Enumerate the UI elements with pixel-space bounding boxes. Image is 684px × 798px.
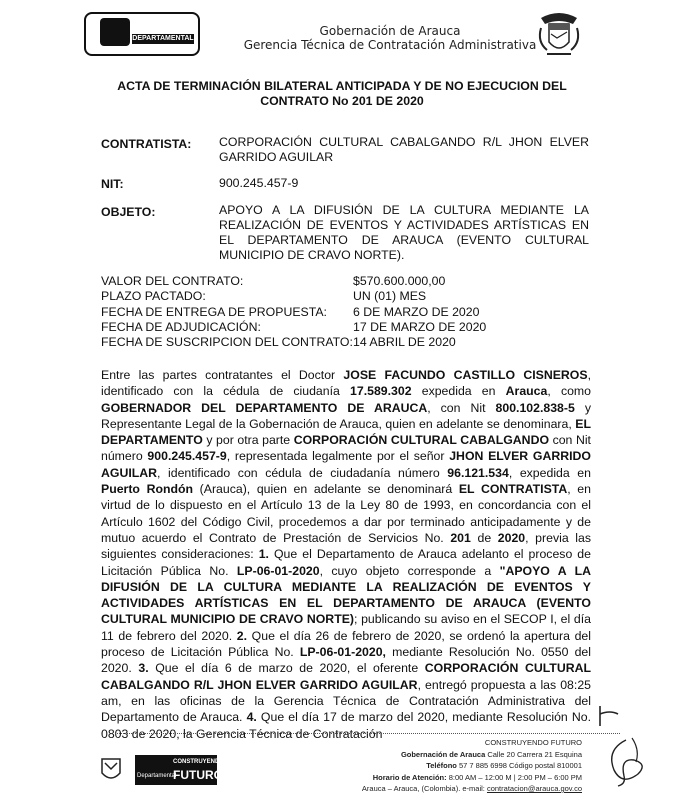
body-text-segment: ; publicando su aviso en el SECOP I, el día 11 de febrero del 2020.: [101, 612, 591, 643]
detail-label: FECHA DE ADJUDICACIÓN:: [101, 319, 261, 334]
contratista-value: CORPORACIÓN CULTURAL CABALGANDO R/L JHON ELVER GARRIDO AGUILAR: [219, 135, 589, 164]
nit-value: 900.245.457-9: [219, 176, 299, 190]
footer-contact: [260, 737, 582, 795]
body-text-segment: , con Nit: [427, 400, 496, 415]
body-text-segment: CORPORACIÓN CULTURAL CABALGANDO R/L JHON ELVER GARRIDO AGUILAR: [101, 661, 591, 692]
body-text-segment: 3.: [138, 661, 149, 676]
body-text-segment: CORPORACIÓN CULTURAL CABALGANDO: [293, 433, 550, 448]
nit-label: NIT:: [101, 177, 124, 191]
contratista-label: CONTRATISTA:: [101, 137, 192, 151]
detail-label: VALOR DEL CONTRATO:: [101, 274, 244, 288]
body-text-segment: y por otra parte: [202, 433, 294, 448]
body-text-segment: EL CONTRATISTA: [458, 482, 568, 497]
detail-value: 6 DE MARZO DE 2020: [353, 304, 480, 319]
header-line-1: Gobernación de Arauca: [319, 24, 461, 38]
detail-value: 17 DE MARZO DE 2020: [353, 319, 487, 334]
body-text-segment: , entregó propuesta a las 08:25 am, en las oficinas de la Gerencia Técnica de Contratación Administrativa del Departamento de Arauca.: [101, 677, 591, 725]
body-text-segment: (Arauca), quien en adelante se denominará: [193, 482, 459, 497]
body-text-segment: Puerto Rondón: [101, 482, 194, 497]
handwritten-signature-icon: [596, 730, 656, 790]
body-text-segment: , identificado con cédula de ciudadanía número: [157, 465, 448, 480]
body-text-segment: , representada legalmente por el señor: [226, 449, 450, 464]
construyendo-futuro-logo: [135, 755, 225, 785]
logo-line-1: CONSTRUYENDO: [173, 759, 225, 765]
body-text-segment: 800.102.838-5: [495, 400, 575, 415]
document-title-line-1: ACTA DE TERMINACIÓN BILATERAL ANTICIPADA Y DE NO EJECUCION DEL: [117, 79, 567, 93]
body-text-segment: , cuyo objeto corresponde a: [319, 563, 500, 578]
body-text-segment: 96.121.534: [447, 465, 509, 480]
detail-value: 14 ABRIL DE 2020: [353, 335, 456, 350]
detail-row: [101, 335, 581, 350]
body-text-segment: 2.: [236, 628, 248, 643]
body-text-segment: Entre las partes contratantes el Doctor: [101, 368, 344, 382]
footer-address: Gobernación de Arauca Calle 20 Carrera 21 Esquina: [400, 749, 582, 759]
footer-hours: Horario de Atención: 8:00 AM – 12:00 M | 2:00 PM – 6:00 PM: [372, 772, 582, 782]
body-text-segment: Arauca: [505, 384, 548, 399]
logo-sub: Departamental: [137, 773, 177, 779]
logo-line-2: FUTURO: [173, 768, 223, 782]
detail-row: [101, 320, 581, 335]
body-text-segment: GOBERNADOR DEL DEPARTAMENTO DE ARAUCA: [101, 400, 428, 415]
document-title-line-2: CONTRATO No 201 DE 2020: [260, 94, 424, 108]
body-text-segment: , previa las siguientes consideraciones:: [101, 530, 591, 562]
detail-label: FECHA DE ENTREGA DE PROPUESTA:: [101, 304, 327, 319]
detail-row: [101, 274, 581, 289]
body-text-segment: 1.: [258, 547, 269, 562]
detail-label: FECHA DE SUSCRIPCION DEL CONTRATO:: [101, 335, 353, 350]
objeto-value: APOYO A LA DIFUSIÓN DE LA CULTURA MEDIANTE LA REALIZACIÓN DE EVENTOS Y ACTIVIDADES ARTÍSTICAS EN EL DEPARTAMENTO DE ARAUCA (EVENTO CULTURAL MUNICIPIO DE CRAVO NORTE).: [219, 203, 589, 262]
body-text-segment: JOSE FACUNDO CASTILLO CISNEROS: [343, 368, 588, 382]
footer-email-link[interactable]: contratacion@arauca.gov.co: [486, 784, 582, 793]
body-text-segment: LP-06-01-2020,: [299, 645, 386, 660]
body-text-segment: con Nit número: [101, 433, 591, 464]
body-text-segment: 2020: [497, 530, 526, 545]
body-text-segment: EL DEPARTAMENTO: [101, 416, 591, 448]
footer-slogan: CONSTRUYENDO FUTURO: [484, 738, 582, 747]
footer-phone: Teléfono 57 7 885 6998 Código postal 810001: [426, 761, 582, 770]
body-text-segment: Que el día 26 de febrero de 2020, se ordenó la apertura del proceso de Licitación Pública No.: [101, 628, 592, 660]
body-text-segment: 201: [450, 530, 471, 545]
initial-mark-icon: [592, 704, 622, 728]
body-text-segment: Que el día 6 de marzo de 2020, el oferente: [148, 661, 425, 676]
colombia-coat-of-arms-icon: [535, 8, 583, 60]
body-text-segment: Que el día 17 de marzo del 2020, mediante Resolución No. 0803 de 2020, la Gerencia Técnica de Contratación: [101, 710, 591, 741]
body-text-segment: y Representante Legal de la Gobernación de Arauca, quien en adelante se denominara,: [101, 400, 591, 431]
body-text-segment: de: [470, 530, 498, 545]
body-text-segment: , en virtud de lo dispuesto en el Artículo 13 de la Ley 80 de 1993, en concordancia con el Artículo 1602 del Código Civil, procedemos a dar por terminado anticipadamente y de mutuo acuerdo el Contrato de Prestación de Servicios No.: [101, 482, 591, 545]
detail-label: PLAZO PACTADO:: [101, 289, 206, 304]
detail-value: UN (01) MES: [353, 289, 427, 304]
detail-row: [101, 305, 581, 320]
footer-email-line: Arauca – Arauca, (Colombia). e-mail: contratacion@arauca.gov.co: [361, 784, 582, 793]
detail-value: $570.600.000,00: [353, 274, 446, 288]
contract-details: [101, 274, 581, 350]
department-emblem-icon: [98, 755, 124, 785]
header-line-2: Gerencia Técnica de Contratación Administrativa: [243, 38, 537, 52]
body-text-segment: expedida en: [411, 384, 506, 399]
body-text-segment: 900.245.457-9: [147, 449, 227, 464]
body-text-segment: LP-06-01-2020: [236, 563, 320, 578]
body-text-segment: , como: [547, 384, 592, 399]
body-text-segment: , expedida en: [508, 465, 591, 480]
footer-divider: [115, 733, 620, 734]
body-text-segment: mediante Resolución No. 0550 del 2020.: [101, 645, 591, 676]
objeto-label: OBJETO:: [101, 205, 156, 219]
logo-word: DEPARTAMENTAL: [132, 35, 194, 42]
body-text-segment: 17.589.302: [350, 384, 412, 399]
department-shield-icon: [100, 18, 130, 46]
body-text-segment: 4.: [246, 710, 257, 725]
body-text-segment: , identificado con la cédula de ciudanía: [101, 368, 591, 399]
body-text-segment: "APOYO A LA DIFUSIÓN DE LA CULTURA MEDIANTE LA REALIZACIÓN DE EVENTOS Y ACTIVIDADES ARTÍSTICAS EN EL DEPARTAMENTO DE ARAUCA (EVENTO CULTURAL MUNICIPIO DE CRAVO NORTE): [101, 563, 591, 627]
detail-row: [101, 289, 581, 304]
body-text-segment: JHON ELVER GARRIDO AGUILAR: [101, 449, 591, 480]
body-paragraph: [101, 367, 591, 742]
body-text-segment: Que el Departamento de Arauca adelanto el proceso de Licitación Pública No.: [101, 547, 591, 578]
